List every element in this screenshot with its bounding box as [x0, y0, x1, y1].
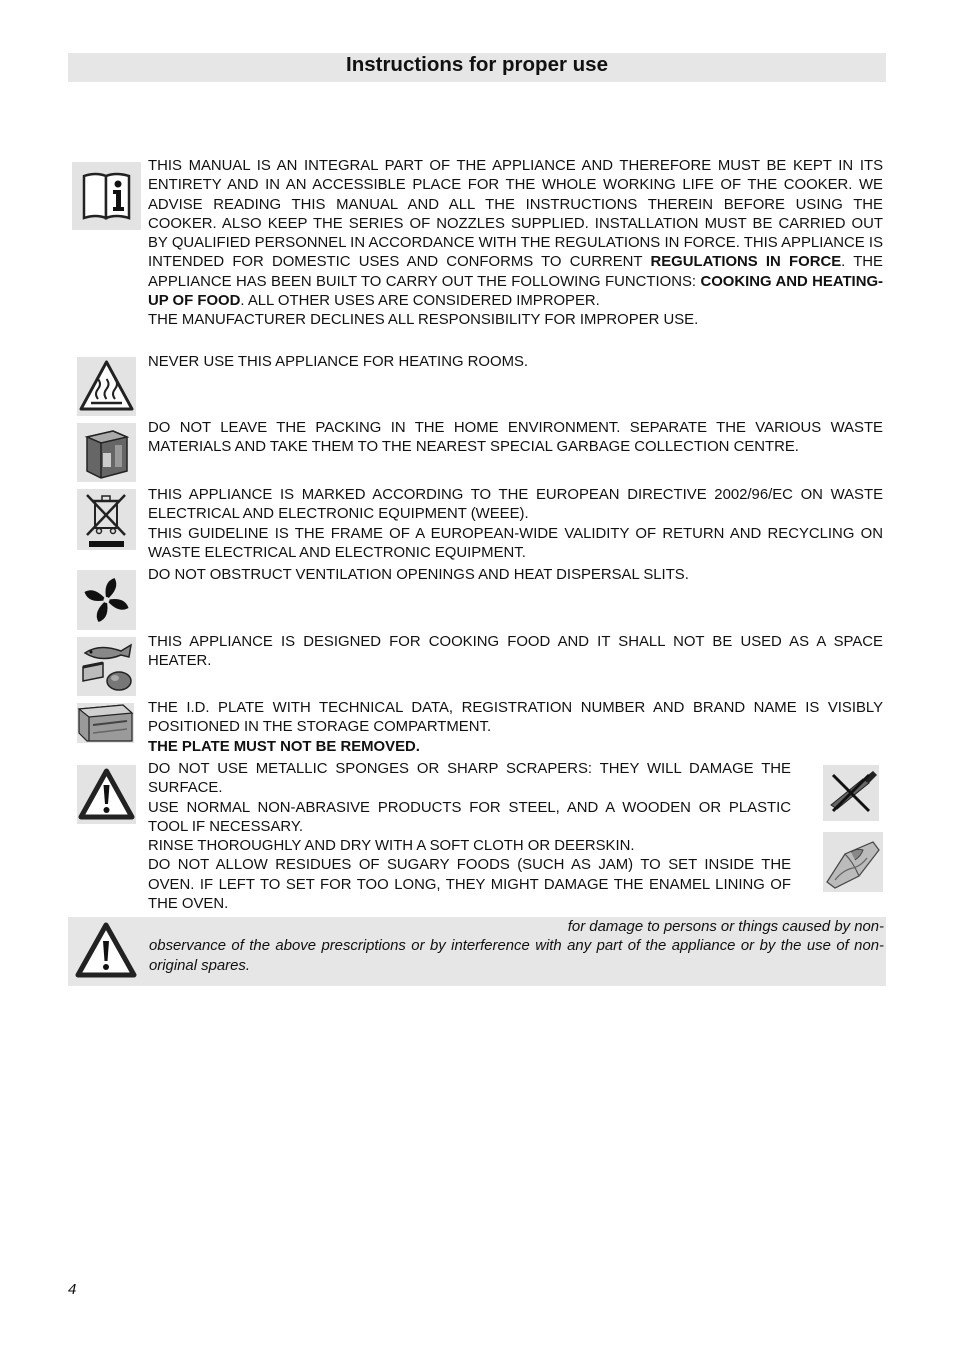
manual-text-d: COOKING AND HEATING-UP OF FOOD — [148, 273, 883, 310]
plate-paragraph-2: THE PLATE MUST NOT BE REMOVED. — [148, 738, 420, 755]
disclaimer-box — [68, 917, 886, 986]
warning-triangle-icon — [77, 765, 136, 824]
manual-text-e: . ALL OTHER USES ARE CONSIDERED IMPROPER. — [240, 293, 600, 310]
plate-paragraph-1: THE I.D. PLATE WITH TECHNICAL DATA, REGISTRATION NUMBER AND BRAND NAME IS VISIBLY POSITIONED IN THE STORAGE COMPARTMENT. — [148, 700, 883, 736]
weee-text — [148, 486, 883, 563]
manual-text-c: . THE APPLIANCE HAS BEEN BUILT TO CARRY OUT THE FOLLOWING FUNCTIONS: — [148, 254, 883, 290]
hot-surface-icon — [77, 357, 136, 416]
ventilation-paragraph: DO NOT OBSTRUCT VENTILATION OPENINGS AND HEAT DISPERSAL SLITS. — [148, 567, 689, 583]
storage-compartment-icon — [77, 703, 134, 743]
packing-paragraph: DO NOT LEAVE THE PACKING IN THE HOME ENVIRONMENT. SEPARATE THE VARIOUS WASTE MATERIALS AND TAKE THEM TO THE NEAREST SPECIAL GARBAGE COLLECTION CENTRE. — [148, 420, 883, 456]
packing-box-icon — [77, 423, 136, 482]
cleaning-paragraph-2: USE NORMAL NON-ABRASIVE PRODUCTS FOR STEEL, AND A WOODEN OR PLASTIC TOOL IF NECESSARY. — [148, 799, 791, 835]
weee-paragraph-1: THIS APPLIANCE IS MARKED ACCORDING TO THE EUROPEAN DIRECTIVE 2002/96/EC ON WASTE ELECTRICAL AND ELECTRONIC EQUIPMENT (WEEE). — [148, 487, 883, 523]
cleaning-text — [148, 760, 791, 914]
info-manual-icon — [72, 162, 141, 230]
cooking-text — [148, 633, 883, 672]
disclaimer-line-1: for damage to persons or things caused by non- — [567, 919, 884, 935]
food-icon — [77, 637, 136, 696]
manual-text — [148, 157, 883, 331]
manual-paragraph-2: THE MANUFACTURER DECLINES ALL RESPONSIBILITY FOR IMPROPER USE. — [148, 312, 699, 329]
packing-text — [148, 419, 883, 458]
page-title: Instructions for proper use — [346, 53, 608, 76]
heating-text — [148, 353, 883, 372]
plate-text — [148, 699, 883, 757]
fan-icon — [77, 570, 136, 630]
cloth-wipe-icon — [823, 832, 883, 892]
crossed-bin-icon — [77, 489, 136, 550]
cleaning-paragraph-4: DO NOT ALLOW RESIDUES OF SUGARY FOODS (SUCH AS JAM) TO SET INSIDE THE OVEN. IF LEFT TO SET FOR TOO LONG, THEY MIGHT DAMAGE THE ENAMEL LINING OF THE OVEN. — [148, 857, 791, 913]
manual-text-a: THIS MANUAL IS AN INTEGRAL PART OF THE APPLIANCE AND THEREFORE MUST BE KEPT IN ITS ENTIRETY AND IN AN ACCESSIBLE PLACE FOR THE WHOLE WORKING LIFE OF THE COOKER. WE ADVISE READING THIS MANUAL AND ALL THE INSTRUCTIONS THEREIN BEFORE USING THE COOKER. ALSO KEEP THE SERIES OF NOZZLES SUPPLIED. INSTALLATION MUST BE CARRIED OUT BY QUALIFIED PERSONNEL IN ACCORDANCE WITH THE REGULATIONS IN FORCE. THIS APPLIANCE IS INTENDED FOR DOMESTIC USES AND CONFORMS TO CURRENT — [148, 158, 883, 271]
page-number: 4 — [68, 1281, 77, 1298]
disclaimer-rest: observance of the above prescriptions or by interference with any part of the appliance or by the use of non-original spares. — [149, 938, 884, 974]
manual-paragraph-1 — [148, 157, 883, 311]
manual-text-b: REGULATIONS IN FORCE — [650, 254, 842, 271]
ventilation-text — [148, 566, 883, 585]
heating-paragraph: NEVER USE THIS APPLIANCE FOR HEATING ROOMS. — [148, 354, 529, 370]
title-bar — [68, 53, 886, 82]
no-scraper-icon — [823, 765, 879, 821]
cooking-paragraph: THIS APPLIANCE IS DESIGNED FOR COOKING FOOD AND IT SHALL NOT BE USED AS A SPACE HEATER. — [148, 634, 883, 670]
warning-triangle-icon — [68, 917, 144, 986]
disclaimer-text — [149, 917, 884, 976]
cleaning-paragraph-1: DO NOT USE METALLIC SPONGES OR SHARP SCRAPERS: THEY WILL DAMAGE THE SURFACE. — [148, 761, 791, 797]
cleaning-paragraph-3: RINSE THOROUGHLY AND DRY WITH A SOFT CLOTH OR DEERSKIN. — [148, 838, 635, 855]
weee-paragraph-2: THIS GUIDELINE IS THE FRAME OF A EUROPEAN-WIDE VALIDITY OF RETURN AND RECYCLING ON WASTE ELECTRICAL AND ELECTRONIC EQUIPMENT. — [148, 525, 883, 561]
